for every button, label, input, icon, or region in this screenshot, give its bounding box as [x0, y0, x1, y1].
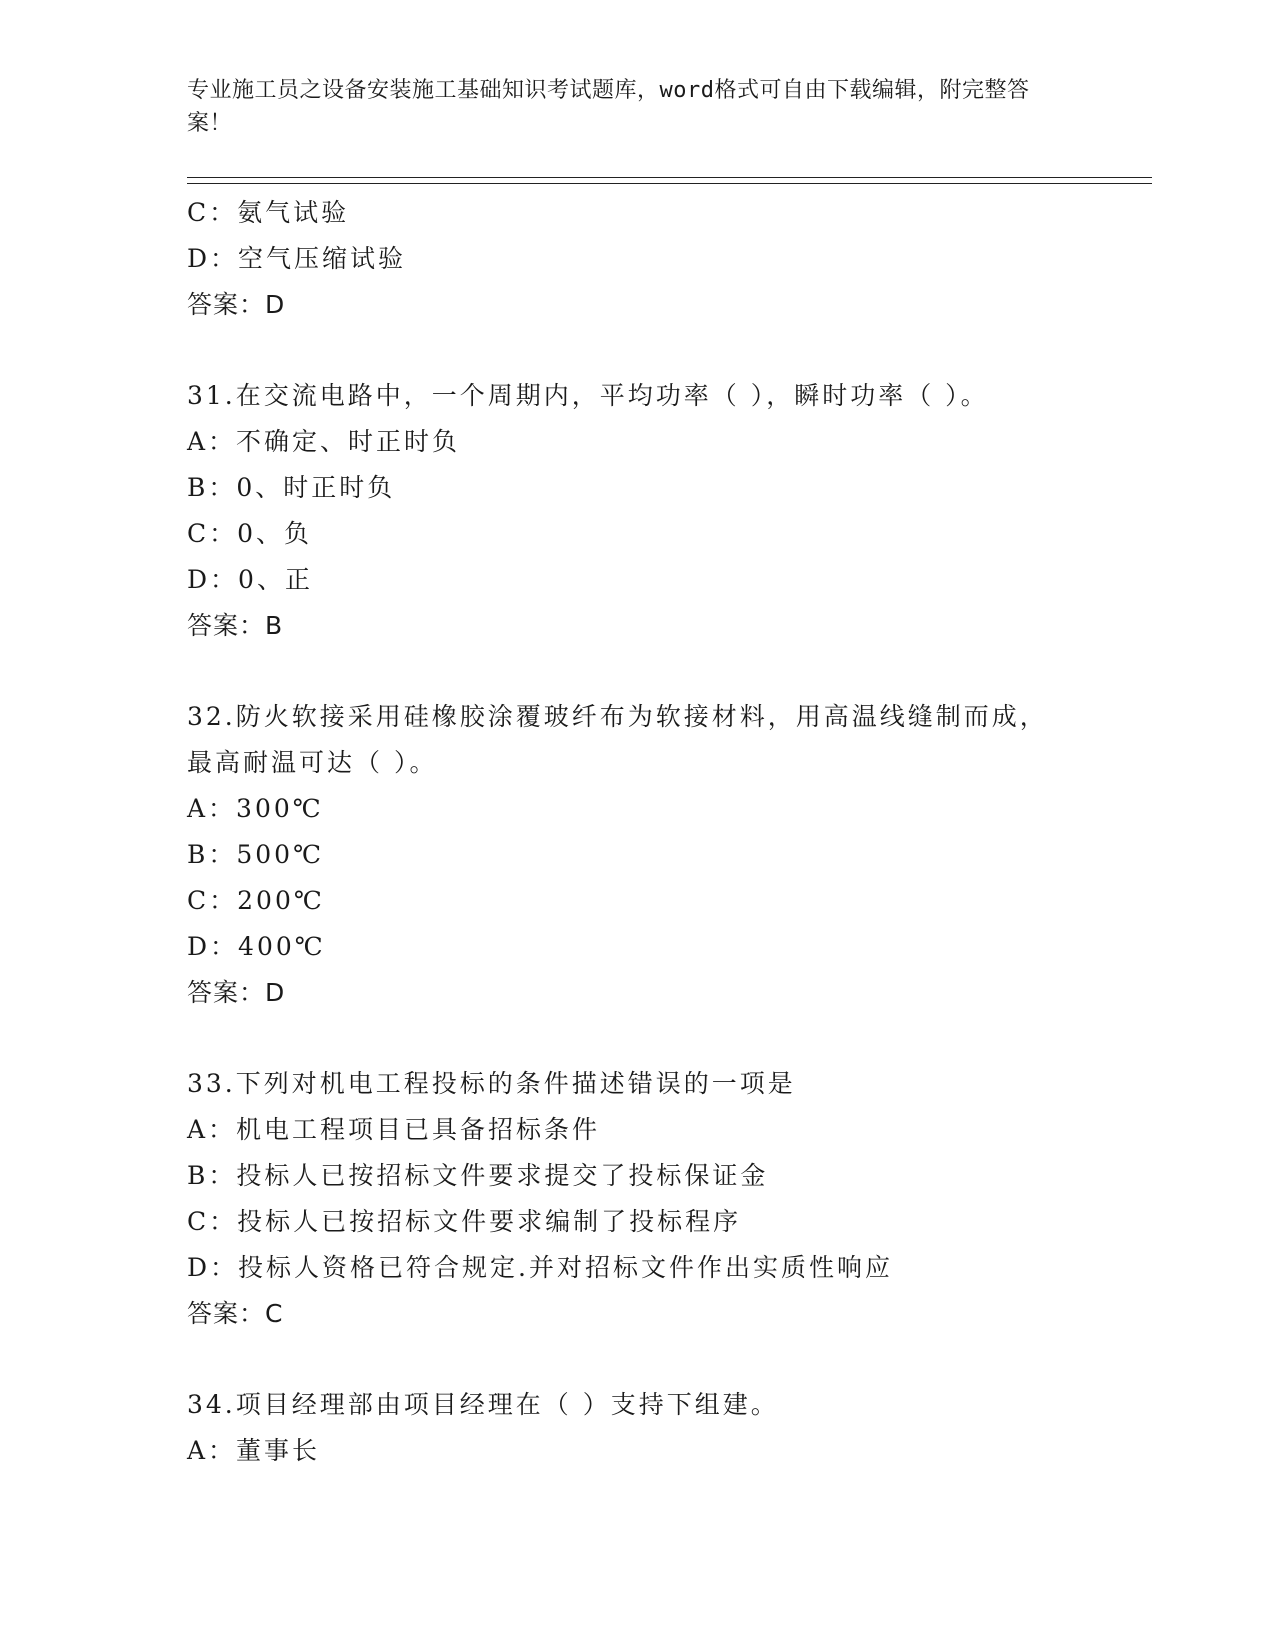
- question-32: [187, 694, 1152, 1016]
- question-stem: 31.在交流电路中，一个周期内，平均功率（ ），瞬时功率（ ）。: [187, 381, 989, 410]
- option-b: B：500℃: [187, 840, 325, 869]
- option-c: C：氨气试验: [187, 198, 350, 227]
- answer-line: 答案：D: [187, 290, 286, 319]
- option-d: D：投标人资格已符合规定.并对招标文件作出实质性响应: [187, 1253, 893, 1282]
- spacer: [187, 328, 1152, 373]
- answer-line: 答案：C: [187, 1299, 284, 1328]
- option-a: A：不确定、时正时负: [187, 427, 461, 456]
- spacer: [187, 649, 1152, 694]
- option-c: C：0、负: [187, 519, 313, 548]
- document-header: 专业施工员之设备安装施工基础知识考试题库，word格式可自由下载编辑，附完整答案！: [187, 78, 1030, 136]
- header-divider-bottom: [187, 183, 1152, 184]
- option-b: B：0、时正时负: [187, 473, 396, 502]
- answer-line: 答案：B: [187, 611, 284, 640]
- spacer: [187, 1016, 1152, 1061]
- option-a: A：机电工程项目已具备招标条件: [187, 1115, 601, 1144]
- option-c: C：200℃: [187, 886, 325, 915]
- question-33: [187, 1061, 1152, 1337]
- option-c: C：投标人已按招标文件要求编制了投标程序: [187, 1207, 742, 1236]
- option-d: D：0、正: [187, 565, 313, 594]
- header-divider-top: [187, 177, 1152, 178]
- option-a: A：董事长: [187, 1436, 321, 1465]
- option-d: D：400℃: [187, 932, 326, 961]
- spacer: [187, 1337, 1152, 1382]
- question-stem: 33.下列对机电工程投标的条件描述错误的一项是: [187, 1069, 796, 1098]
- continued-question: [187, 190, 1152, 328]
- answer-line: 答案：D: [187, 978, 286, 1007]
- question-stem: 32.防火软接采用硅橡胶涂覆玻纤布为软接材料，用高温线缝制而成，: [187, 702, 1048, 731]
- question-stem-continued: 最高耐温可达（ ）。: [187, 748, 438, 777]
- option-d: D：空气压缩试验: [187, 244, 407, 273]
- option-a: A：300℃: [187, 794, 324, 823]
- option-b: B：投标人已按招标文件要求提交了投标保证金: [187, 1161, 769, 1190]
- question-list: [187, 190, 1152, 1474]
- question-34: [187, 1382, 1152, 1474]
- question-31: [187, 373, 1152, 649]
- question-stem: 34.项目经理部由项目经理在（ ）支持下组建。: [187, 1390, 779, 1419]
